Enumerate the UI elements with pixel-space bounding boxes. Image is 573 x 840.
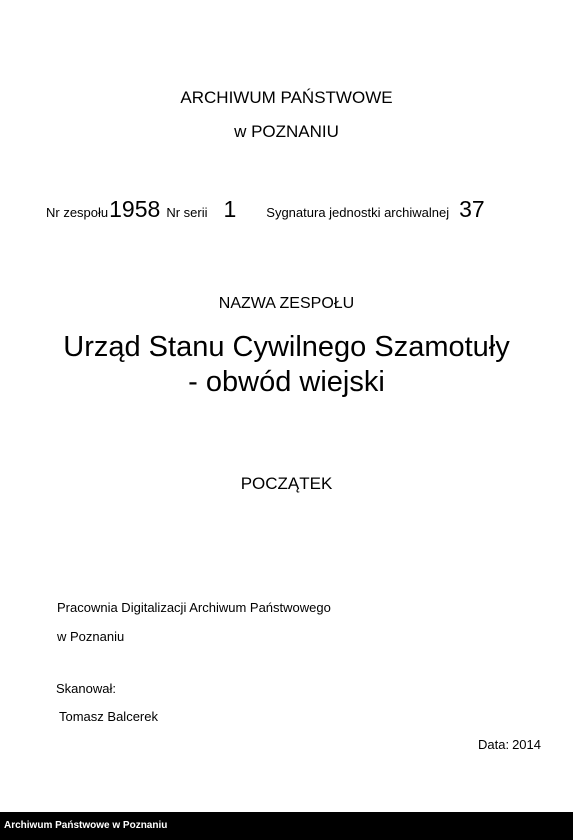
scanned-by-label: Skanował:: [56, 681, 116, 696]
section-marker: POCZĄTEK: [240, 474, 333, 493]
fond-title-line-2: - obwód wiejski: [188, 366, 385, 398]
date-row: [478, 737, 541, 752]
footer-text: Archiwum Państwowe w Poznaniu: [4, 820, 168, 831]
archive-name: ARCHIWUM PAŃSTWOWE: [180, 88, 393, 107]
lab-name-line-2: w Poznaniu: [57, 629, 125, 644]
signature-label: Sygnatura jednostki archiwalnej: [266, 205, 450, 220]
series-number: 1: [223, 196, 237, 222]
archive-city: w POZNANIU: [234, 122, 339, 141]
identifiers-row: [46, 196, 485, 223]
fond-title-line-1: Urząd Stanu Cywilnego Szamotuły: [63, 331, 510, 363]
footer-bar: [0, 812, 573, 840]
lab-name-line-1: Pracownia Digitalizacji Archiwum Państwowego: [57, 600, 331, 615]
fond-name-heading: NAZWA ZESPOŁU: [218, 295, 355, 312]
fond-number: 1958: [109, 196, 161, 222]
series-number-label: Nr serii: [166, 205, 208, 220]
date-value: 2014: [512, 737, 541, 752]
scanned-by-name: Tomasz Balcerek: [59, 709, 158, 724]
signature-number: 37: [459, 196, 485, 222]
date-label: Data:: [478, 737, 510, 752]
fond-number-label: Nr zespołu: [46, 205, 109, 220]
